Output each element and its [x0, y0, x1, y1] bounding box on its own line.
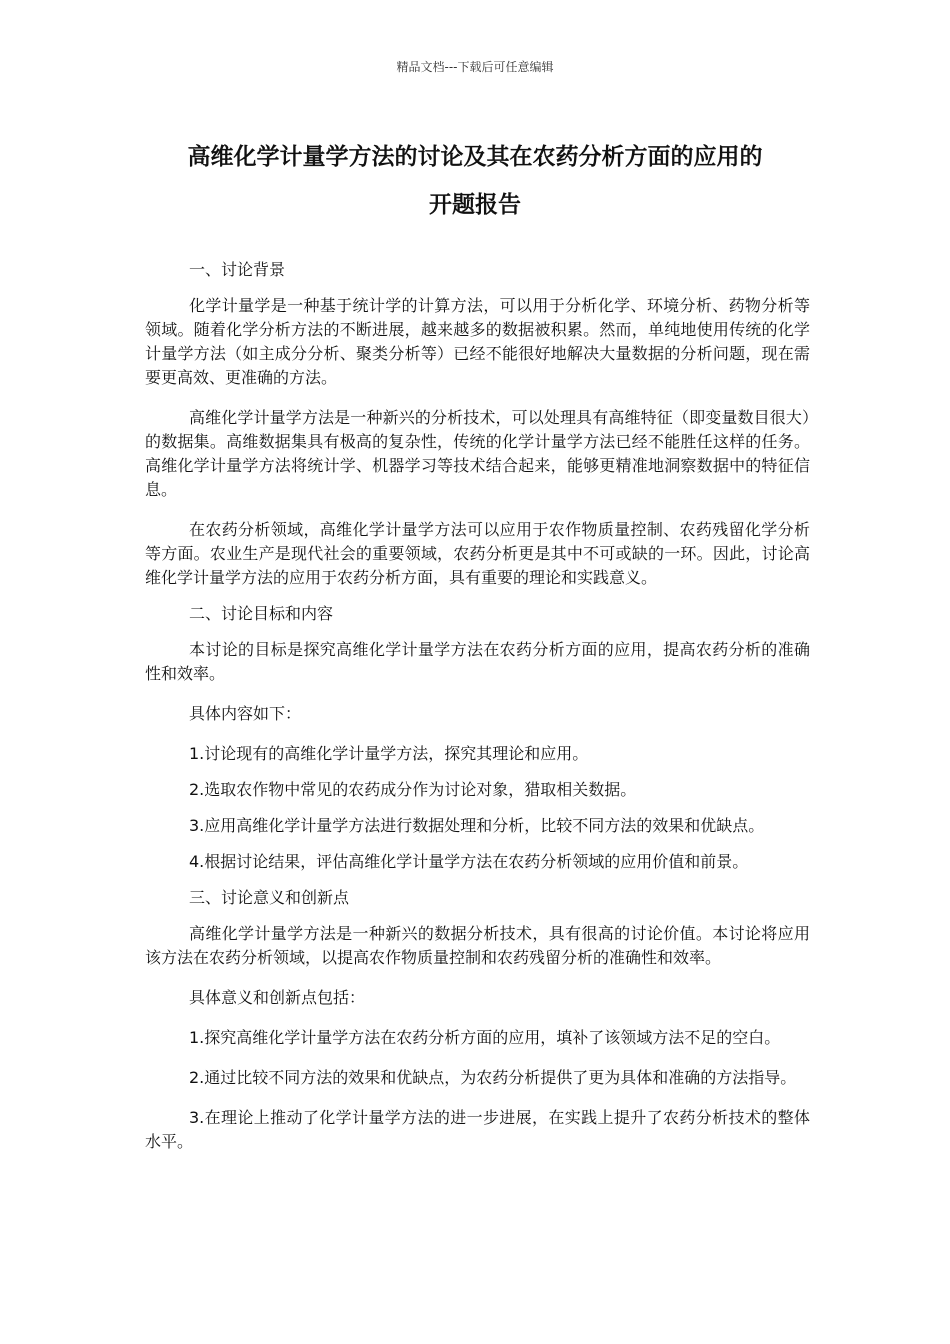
section-heading-background: 一、讨论背景 — [189, 260, 286, 279]
list-item: 2.选取农作物中常见的农药成分作为讨论对象，猎取相关数据。 — [189, 780, 637, 799]
paragraph: 具体意义和创新点包括： — [189, 988, 366, 1007]
list-item: 3.在理论上推动了化学计量学方法的进一步进展，在实践上提升了农药分析技术的整体水平。 — [145, 1108, 810, 1151]
list-item: 1.探究高维化学计量学方法在农药分析方面的应用，填补了该领域方法不足的空白。 — [189, 1028, 781, 1047]
document-title — [120, 133, 830, 229]
title-line-2: 开题报告 — [429, 192, 521, 218]
list-item: 2.通过比较不同方法的效果和优缺点，为农药分析提供了更为具体和准确的方法指导。 — [189, 1068, 797, 1087]
list-item: 1.讨论现有的高维化学计量学方法，探究其理论和应用。 — [189, 744, 589, 763]
paragraph: 在农药分析领域，高维化学计量学方法可以应用于农作物质量控制、农药残留化学分析等方面。农业生产是现代社会的重要领域，农药分析更是其中不可或缺的一环。因此，讨论高维化学计量学方法的应用于农药分析方面，具有重要的理论和实践意义。 — [145, 520, 810, 587]
section-heading-goals: 二、讨论目标和内容 — [189, 604, 334, 623]
paragraph: 具体内容如下： — [189, 704, 302, 723]
paragraph: 化学计量学是一种基于统计学的计算方法，可以用于分析化学、环境分析、药物分析等领域。随着化学分析方法的不断进展，越来越多的数据被积累。然而，单纯地使用传统的化学计量学方法（如主成分分析、聚类分析等）已经不能很好地解决大量数据的分析问题，现在需要更高效、更准确的方法。 — [145, 296, 810, 387]
paragraph: 高维化学计量学方法是一种新兴的数据分析技术，具有很高的讨论价值。本讨论将应用该方法在农药分析领域，以提高农作物质量控制和农药残留分析的准确性和效率。 — [145, 924, 810, 967]
header-note: 精品文档---下载后可任意编辑 — [396, 60, 554, 74]
document-body — [145, 258, 810, 1154]
section-heading-significance: 三、讨论意义和创新点 — [189, 888, 350, 907]
title-line-1: 高维化学计量学方法的讨论及其在农药分析方面的应用的 — [187, 144, 763, 170]
paragraph: 本讨论的目标是探究高维化学计量学方法在农药分析方面的应用，提高农药分析的准确性和效率。 — [145, 640, 810, 683]
list-item: 3.应用高维化学计量学方法进行数据处理和分析，比较不同方法的效果和优缺点。 — [189, 816, 765, 835]
list-item: 4.根据讨论结果，评估高维化学计量学方法在农药分析领域的应用价值和前景。 — [189, 852, 749, 871]
paragraph: 高维化学计量学方法是一种新兴的分析技术，可以处理具有高维特征（即变量数目很大）的数据集。高维数据集具有极高的复杂性，传统的化学计量学方法已经不能胜任这样的任务。高维化学计量学方法将统计学、机器学习等技术结合起来，能够更精准地洞察数据中的特征信息。 — [145, 408, 810, 499]
